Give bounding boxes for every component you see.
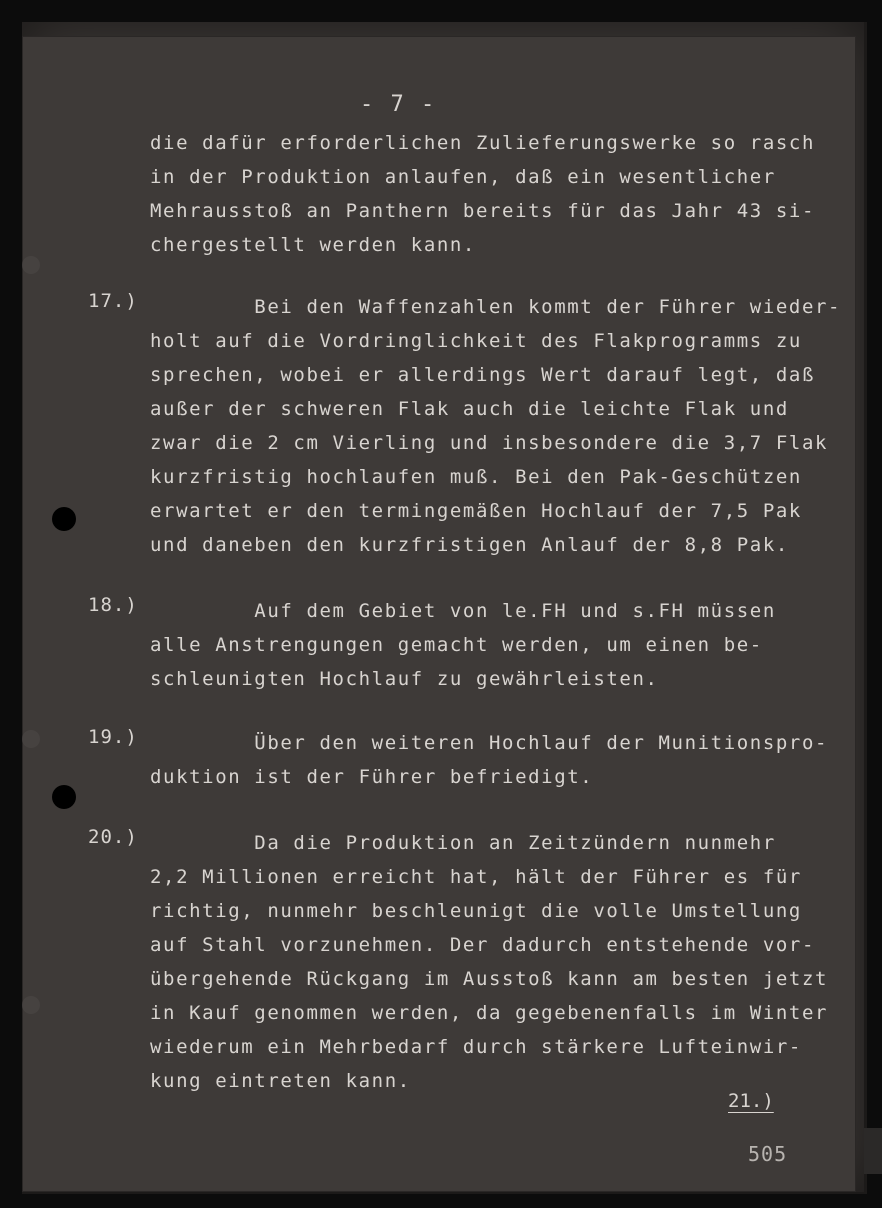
text-line: alle Anstrengungen gemacht werden, um einen be-	[150, 634, 763, 656]
text-line: und daneben den kurzfristigen Anlauf der 8,8 Pak.	[150, 534, 789, 556]
paragraph-number: 19.)	[88, 726, 138, 748]
text-line: in Kauf genommen werden, da gegebenenfalls im Winter	[150, 1002, 829, 1024]
page-edge-tab	[864, 1128, 882, 1174]
punch-hole-ghost	[22, 730, 40, 748]
punch-hole-top	[52, 507, 76, 531]
paragraph-number: 20.)	[88, 826, 138, 848]
punch-hole-bottom	[52, 785, 76, 809]
text-line: kurzfristig hochlaufen muß. Bei den Pak-Geschützen	[150, 466, 802, 488]
text-line: kung eintreten kann.	[150, 1070, 411, 1092]
archive-stamp: 505	[748, 1142, 788, 1166]
text-line: die dafür erforderlichen Zulieferungswerke so rasch	[150, 132, 815, 154]
punch-hole-ghost	[22, 256, 40, 274]
text-line: Bei den Waffenzahlen kommt der Führer wieder-	[150, 296, 842, 318]
text-line: sprechen, wobei er allerdings Wert darauf legt, daß	[150, 364, 815, 386]
paragraph-number: 18.)	[88, 594, 138, 616]
text-line: auf Stahl vorzunehmen. Der dadurch entstehende vor-	[150, 934, 815, 956]
text-line: holt auf die Vordringlichkeit des Flakprogramms zu	[150, 330, 802, 352]
text-line: Über den weiteren Hochlauf der Munitionspro-	[150, 732, 829, 754]
text-line: zwar die 2 cm Vierling und insbesondere die 3,7 Flak	[150, 432, 829, 454]
text-line: in der Produktion anlaufen, daß ein wesentlicher	[150, 166, 776, 188]
text-line: Auf dem Gebiet von le.FH und s.FH müssen	[150, 600, 776, 622]
page-number: - 7 -	[360, 92, 437, 117]
text-line: schleunigten Hochlauf zu gewährleisten.	[150, 668, 659, 690]
text-line: 2,2 Millionen erreicht hat, hält der Führer es für	[150, 866, 802, 888]
text-line: richtig, nunmehr beschleunigt die volle Umstellung	[150, 900, 802, 922]
text-line: duktion ist der Führer befriedigt.	[150, 766, 594, 788]
text-line: außer der schweren Flak auch die leichte Flak und	[150, 398, 789, 420]
text-line: erwartet er den termingemäßen Hochlauf der 7,5 Pak	[150, 500, 802, 522]
continuation-marker: 21.)	[728, 1090, 774, 1112]
text-line: übergehende Rückgang im Ausstoß kann am besten jetzt	[150, 968, 829, 990]
punch-hole-ghost	[22, 996, 40, 1014]
paragraph-number: 17.)	[88, 290, 138, 312]
text-line: Mehrausstoß an Panthern bereits für das Jahr 43 si-	[150, 200, 815, 222]
text-line: chergestellt werden kann.	[150, 234, 476, 256]
text-line: Da die Produktion an Zeitzündern nunmehr	[150, 832, 776, 854]
text-line: wiederum ein Mehrbedarf durch stärkere Lufteinwir-	[150, 1036, 802, 1058]
